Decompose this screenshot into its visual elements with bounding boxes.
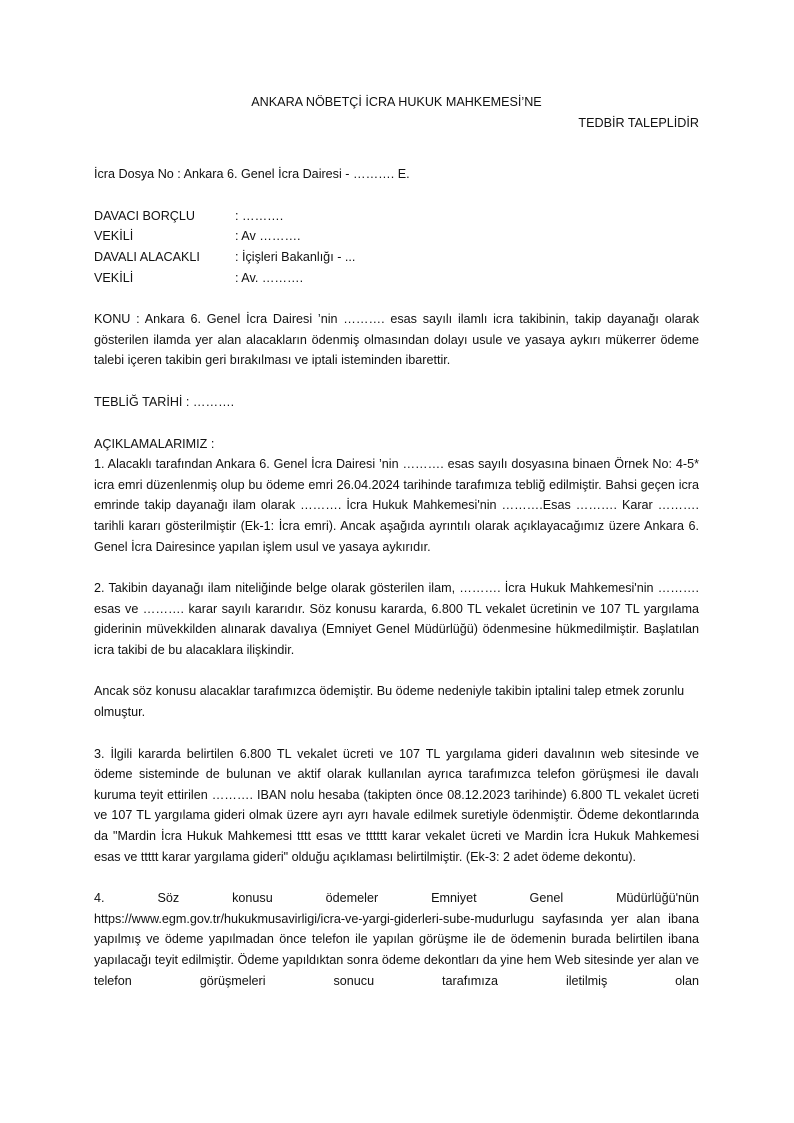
court-title: ANKARA NÖBETÇİ İCRA HUKUK MAHKEMESİ’NE (251, 95, 542, 109)
party-row-plaintiff-attorney (94, 226, 699, 247)
case-file-number: İcra Dosya No : Ankara 6. Genel İcra Dairesi - ………. E. (94, 167, 410, 182)
document-body (94, 92, 699, 991)
party-label: DAVACI BORÇLU (94, 208, 196, 223)
party-row-plaintiff (94, 206, 699, 227)
party-value: : İçişleri Bakanlığı - ... (235, 249, 356, 264)
party-row-defendant-attorney (94, 268, 699, 289)
notification-date: TEBLİĞ TARİHİ : ………. (94, 394, 235, 409)
party-label: DAVALI ALACAKLI (94, 249, 200, 264)
party-value: : Av ………. (235, 229, 301, 244)
paragraph-2: 2. Takibin dayanağı ilam niteliğinde belge olarak gösterilen ilam, ………. İcra Hukuk Mahkemesi'nin ………. esas ve ………. karar sayılı kararıdır. Söz konusu kararda, 6.800 TL vekalet ücretinin ve 107 TL yargılama giderinin müvekkilden alınarak davalıya (Emniyet Genel Müdürlüğü) ödenmesine hükmedilmiştir. Başlatılan icra takibi de bu alacaklara ilişkindir. (94, 581, 699, 657)
party-row-defendant (94, 247, 699, 268)
party-label: VEKİLİ (94, 229, 134, 244)
subject-paragraph: KONU : Ankara 6. Genel İcra Dairesi ’nin ………. esas sayılı ilamlı icra takibinin, takip dayanağı olarak gösterilen ilamda yer alan alacakların ödenmiş olmasından dolayı usule ve yasaya aykırı mükerrer ödeme talebi içeren takibin geri bırakılması ve iptali isteminden ibarettir. (94, 312, 699, 368)
party-label: VEKİLİ (94, 270, 134, 285)
paragraph-2b: Ancak söz konusu alacaklar tarafımızca ödemiştir. Bu ödeme nedeniyle takibin iptalini talep etmek zorunlu olmuştur. (94, 684, 685, 720)
paragraph-4-first-line: 4. Söz konusu ödemeler Emniyet Genel Müdürlüğü'nün (94, 891, 699, 906)
party-value: : ………. (235, 208, 284, 223)
paragraph-3: 3. İlgili kararda belirtilen 6.800 TL vekalet ücreti ve 107 TL yargılama gideri davalının web sitesinde ve ödeme sisteminde de bulunan ve aktif olarak kullanılan ayrıca tarafımızca telefon görüşmesi ile davalı kuruma teyit ettirilen ………. IBAN nolu hesaba (takipten önce 08.12.2023 tarihinde) 6.800 TL vekalet ücreti ve 107 TL yargılama gideri olmak üzere ayrı ayrı havale edilmek suretiyle ödenmiştir. Ödeme dekontlarında da "Mardin İcra Hukuk Mahkemesi tttt esas ve tttttt karar vekalet ücreti ve Mardin İcra Hukuk Mahkemesi esas ve ttttt karar yargılama gideri" olduğu açıklaması belirtilmiştir. (Ek-3: 2 adet ödeme dekontu). (94, 746, 699, 864)
paragraph-1: 1. Alacaklı tarafından Ankara 6. Genel İcra Dairesi ’nin ………. esas sayılı dosyasına binaen Örnek No: 4-5* icra emri düzenlenmiş olup bu ödeme emri 26.04.2024 tarihinde tarafımıza tebliğ edilmiştir. Bahsi geçen icra emrinde takip dayanağı ilam olarak ………. İcra Hukuk Mahkemesi'nin ……….Esas ………. Karar ………. tarihli kararı gösterilmiştir (Ek-1: İcra emri). Ancak aşağıda ayrıntılı olarak açıklayacağımız üzere Ankara 6. Genel İcra Dairesince yapılan işlem usul ve yasaya aykırıdır. (94, 457, 699, 554)
parties-block (94, 206, 699, 288)
party-value: : Av. ………. (235, 270, 304, 285)
explanations-heading: AÇIKLAMALARIMIZ : (94, 436, 215, 451)
request-note: TEDBİR TALEPLİDİR (578, 115, 699, 130)
paragraph-4: https://www.egm.gov.tr/hukukmusavirligi/icra-ve-yargi-giderleri-sube-mudurlugu sayfasında yer alan ibana yapılmış ve ödeme yapılmadan önce telefon ile yapılan görüşme ile de ödemenin burada belirtilen ibana yapılacağı teyit edilmiştir. Ödeme yapıldıktan sonra ödeme dekontları da yine hem Web sitesinde yer alan ve telefon görüşmeleri sonucu tarafımıza iletilmiş olan (94, 911, 699, 988)
